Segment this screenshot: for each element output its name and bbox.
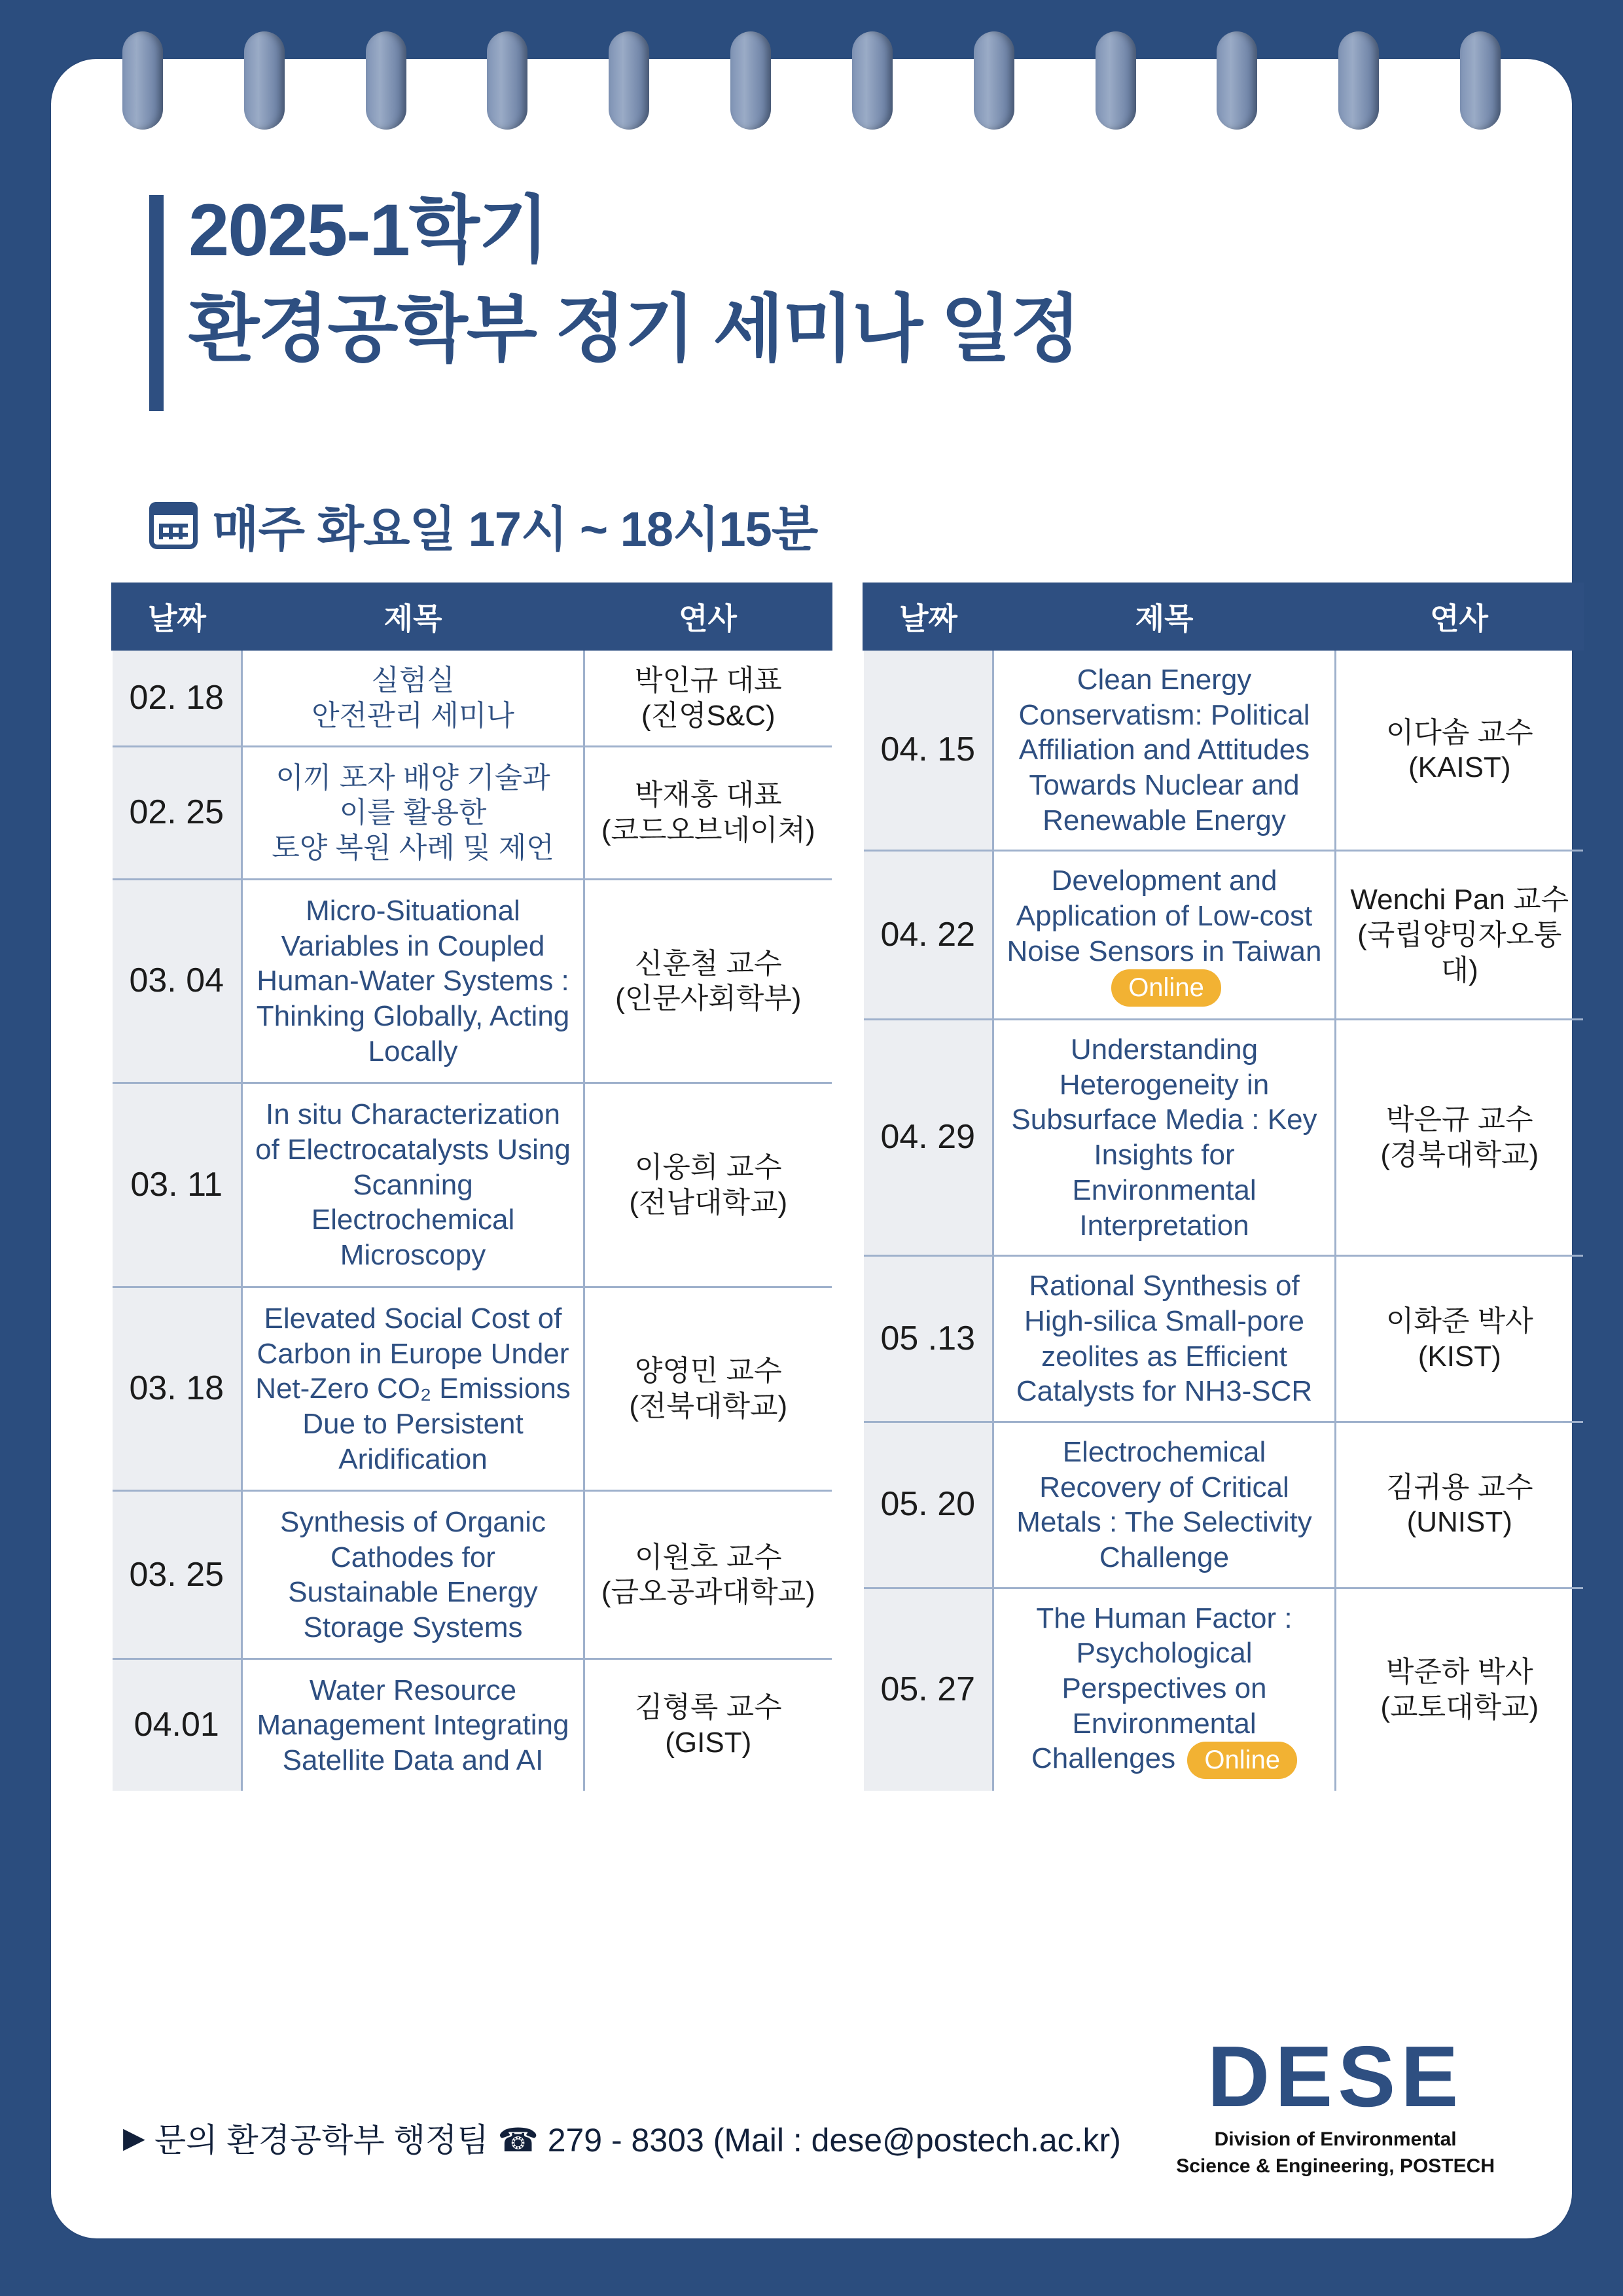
cell-speaker: 이원호 교수 (금오공과대학교)	[584, 1491, 832, 1659]
seminar-title-text: Clean Energy Conservatism: Political Affiliation and Attitudes Towards Nuclear and Renewable Energy	[1018, 664, 1310, 836]
spiral-ring	[1217, 31, 1257, 130]
spiral-ring	[974, 31, 1014, 130]
table-row	[113, 1287, 832, 1490]
spiral-ring	[1460, 31, 1501, 130]
seminar-title-text: Water Resource Management Integrating Satellite Data and AI	[257, 1674, 569, 1776]
seminar-title-text: Rational Synthesis of High-silica Small-pore zeolites as Efficient Catalysts for NH3-SCR	[1016, 1270, 1313, 1408]
cell-speaker: Wenchi Pan 교수 (국립양밍자오퉁대)	[1336, 851, 1583, 1020]
cell-title	[242, 650, 584, 747]
cell-title	[993, 1020, 1336, 1256]
seminar-title-text: Understanding Heterogeneity in Subsurface Media : Key Insights for Environmental Interpretation	[1011, 1033, 1317, 1242]
cell-title	[242, 1659, 584, 1791]
table-row	[864, 1422, 1583, 1588]
cell-date: 05. 27	[864, 1588, 993, 1791]
cell-speaker: 박인규 대표 (진영S&C)	[584, 650, 832, 747]
table-header-row	[113, 584, 832, 650]
schedule-tables	[111, 583, 1569, 1791]
poster-card	[51, 59, 1572, 2238]
poster-title-line1: 2025-1학기	[188, 189, 548, 271]
logo-subtitle-line1: Division of Environmental	[1214, 2128, 1457, 2150]
seminar-title-text: 실험실 안전관리 세미나	[312, 664, 514, 732]
table-row	[864, 851, 1583, 1020]
logo-subtitle-line2: Science & Engineering, POSTECH	[1176, 2155, 1495, 2177]
seminar-title-text: Development and Application of Low-cost Noise Sensors in Taiwan	[1007, 865, 1322, 967]
table-row	[864, 1256, 1583, 1422]
seminar-title-text: 이끼 포자 배양 기술과 이를 활용한 토양 복원 사례 및 제언	[272, 761, 554, 864]
cell-speaker: 양영민 교수 (전북대학교)	[584, 1287, 832, 1490]
spiral-ring	[366, 31, 406, 130]
cell-speaker: 박재홍 대표 (코드오브네이쳐)	[584, 747, 832, 880]
logo-wordmark: DESE	[1207, 2028, 1464, 2125]
cell-title	[242, 879, 584, 1083]
dese-logo	[1176, 2028, 1495, 2179]
cell-date: 04. 29	[864, 1020, 993, 1256]
col-header-speaker: 연사	[584, 584, 832, 650]
online-badge: Online	[1111, 969, 1221, 1007]
table-row	[113, 879, 832, 1083]
cell-date: 03. 18	[113, 1287, 242, 1490]
spiral-ring	[122, 31, 163, 130]
schedule-subtitle	[149, 491, 817, 560]
table-row	[113, 747, 832, 880]
seminar-title-text: Synthesis of Organic Cathodes for Sustainable Energy Storage Systems	[280, 1505, 546, 1643]
cell-title	[242, 1287, 584, 1490]
spiral-ring	[1338, 31, 1379, 130]
table-header-row	[864, 584, 1583, 650]
cell-speaker: 이다솜 교수 (KAIST)	[1336, 650, 1583, 851]
cell-title	[993, 1588, 1336, 1791]
col-header-date: 날짜	[113, 584, 242, 650]
table-row	[113, 650, 832, 747]
spiral-ring	[487, 31, 527, 130]
seminar-title-text: In situ Characterization of Electrocatalysts Using Scanning Electrochemical Microscopy	[255, 1098, 571, 1272]
col-header-speaker: 연사	[1336, 584, 1583, 650]
cell-title	[993, 1256, 1336, 1422]
cell-title	[993, 851, 1336, 1020]
table-row	[864, 1020, 1583, 1256]
col-header-title: 제목	[242, 584, 584, 650]
cell-speaker: 이화준 박사 (KIST)	[1336, 1256, 1583, 1422]
col-header-title: 제목	[993, 584, 1336, 650]
online-badge: Online	[1187, 1742, 1297, 1779]
table-row	[864, 650, 1583, 851]
seminar-title-text: Micro-Situational Variables in Coupled Human-Water Systems : Thinking Globally, Acting Locally	[256, 894, 570, 1067]
poster-title-line2: 환경공학부 정기 세미나 일정	[188, 288, 1080, 370]
spiral-ring	[1096, 31, 1136, 130]
table-row	[113, 1083, 832, 1287]
table-row	[113, 1491, 832, 1659]
title-accent-bar	[149, 195, 164, 411]
cell-date: 02. 18	[113, 650, 242, 747]
cell-date: 04. 15	[864, 650, 993, 851]
subtitle-text: 매주 화요일 17시 ~ 18시15분	[212, 502, 818, 556]
cell-date: 03. 25	[113, 1491, 242, 1659]
cell-date: 03. 11	[113, 1083, 242, 1287]
cell-title	[993, 650, 1336, 851]
spiral-binding	[51, 31, 1572, 162]
cell-date: 05. 20	[864, 1422, 993, 1588]
cell-date: 03. 04	[113, 879, 242, 1083]
schedule-table-right	[863, 583, 1584, 1791]
seminar-title-text: Elevated Social Cost of Carbon in Europe Under Net-Zero CO₂ Emissions Due to Persistent Aridification	[255, 1302, 571, 1475]
schedule-table-left	[111, 583, 832, 1791]
cell-title	[242, 1083, 584, 1287]
seminar-title-text: The Human Factor : Psychological Perspectives on Environmental Challenges	[1031, 1602, 1293, 1775]
spiral-ring	[609, 31, 649, 130]
cell-speaker: 박은규 교수 (경북대학교)	[1336, 1020, 1583, 1256]
cell-date: 04. 22	[864, 851, 993, 1020]
title-block	[149, 183, 1080, 382]
cell-speaker: 김귀용 교수 (UNIST)	[1336, 1422, 1583, 1588]
cell-title	[242, 1491, 584, 1659]
spiral-ring	[244, 31, 285, 130]
bullet-triangle-icon: ▶	[123, 2121, 145, 2154]
seminar-title-text: Electrochemical Recovery of Critical Metals : The Selectivity Challenge	[1016, 1435, 1312, 1573]
cell-speaker: 박준하 박사 (교토대학교)	[1380, 1656, 1539, 1723]
cell-date: 04.01	[113, 1659, 242, 1791]
cell-speaker: 이웅희 교수 (전남대학교)	[584, 1083, 832, 1287]
col-header-date: 날짜	[864, 584, 993, 650]
cell-speaker: 신훈철 교수 (인문사회학부)	[584, 879, 832, 1083]
table-row	[864, 1588, 1583, 1791]
contact-text: 문의 환경공학부 행정팀 ☎ 279 - 8303 (Mail : dese@postech.ac.kr)	[154, 2122, 1121, 2159]
calendar-icon	[149, 502, 198, 549]
cell-date: 05 .13	[864, 1256, 993, 1422]
cell-title	[993, 1422, 1336, 1588]
table-row	[113, 1659, 832, 1791]
spiral-ring	[730, 31, 771, 130]
spiral-ring	[852, 31, 893, 130]
cell-title	[242, 747, 584, 880]
cell-date: 02. 25	[113, 747, 242, 880]
cell-speaker: 김형록 교수 (GIST)	[634, 1691, 782, 1759]
contact-footer	[123, 2114, 1121, 2161]
